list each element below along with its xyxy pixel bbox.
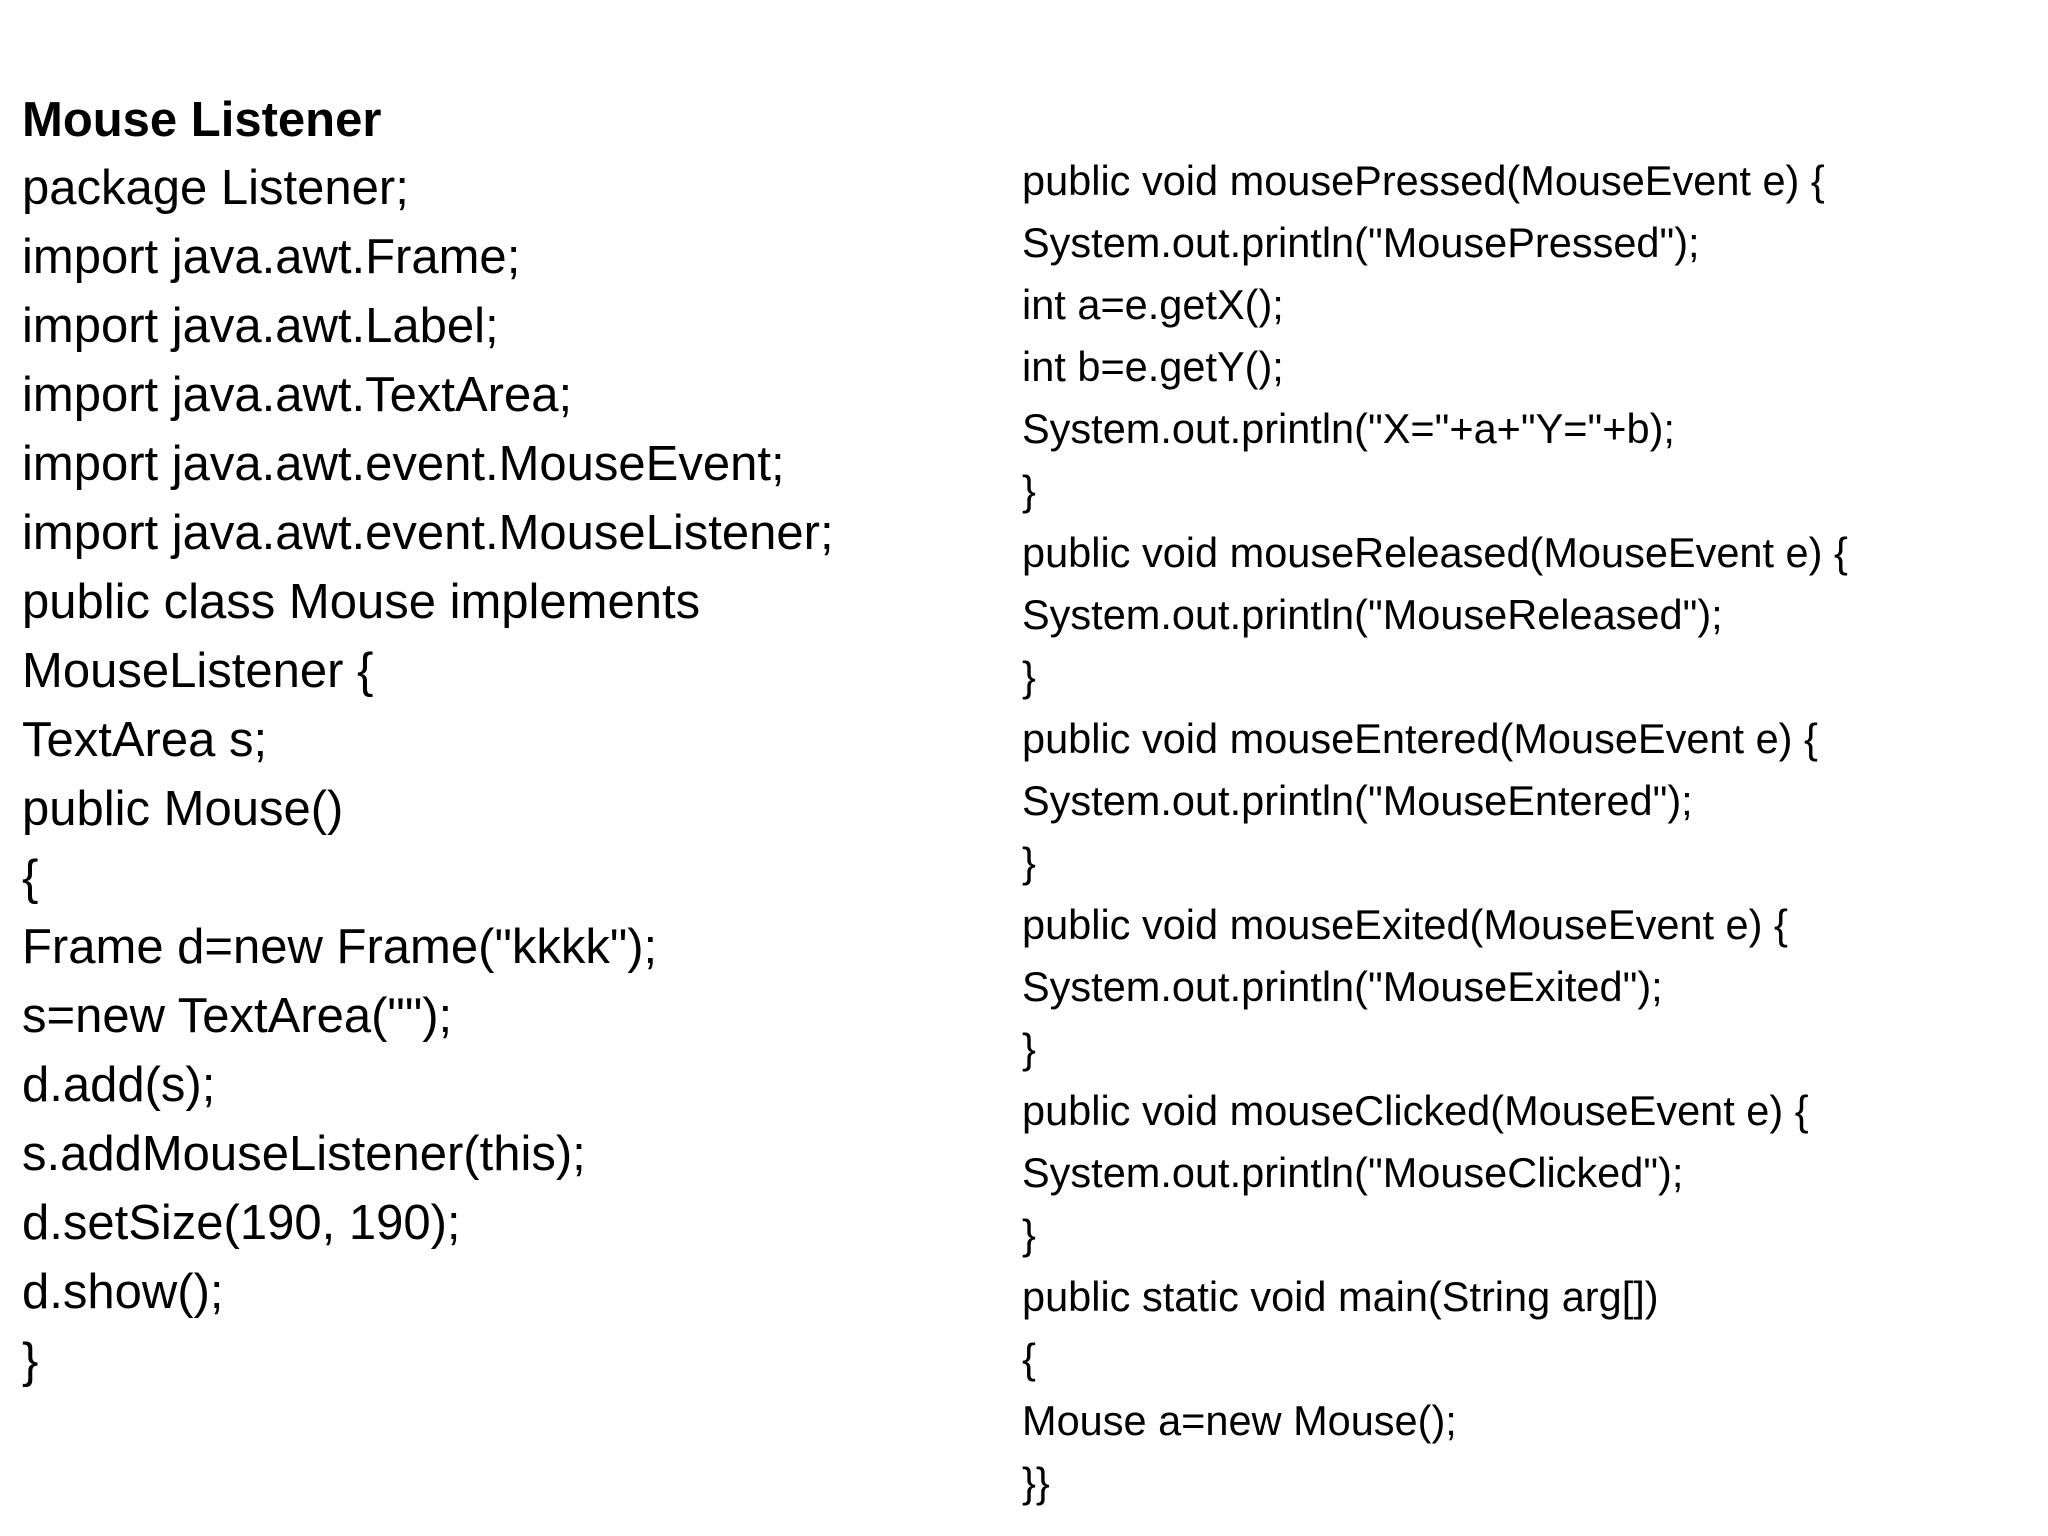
code-line: { xyxy=(22,851,39,905)
code-line: } xyxy=(1022,467,1036,514)
code-line: public Mouse() xyxy=(22,782,344,836)
code-line: { xyxy=(1022,1335,1036,1382)
slide-title: Mouse Listener xyxy=(22,93,382,147)
code-line: System.out.println("MouseExited"); xyxy=(1022,963,1663,1010)
right-code-column xyxy=(1022,150,2022,1514)
code-line: s=new TextArea(""); xyxy=(22,989,453,1043)
code-line: public void mousePressed(MouseEvent e) { xyxy=(1022,157,1825,204)
code-line: public class Mouse implements xyxy=(22,575,701,629)
code-line: public void mouseClicked(MouseEvent e) { xyxy=(1022,1087,1809,1134)
code-line: import java.awt.Label; xyxy=(22,299,499,353)
code-line: import java.awt.TextArea; xyxy=(22,368,573,422)
code-line: } xyxy=(1022,1211,1036,1258)
code-line: s.addMouseListener(this); xyxy=(22,1127,586,1181)
code-line: int b=e.getY(); xyxy=(1022,343,1284,390)
code-line: import java.awt.event.MouseEvent; xyxy=(22,437,785,491)
code-line: }} xyxy=(1022,1459,1050,1506)
code-line: d.add(s); xyxy=(22,1058,216,1112)
code-line: System.out.println("MouseEntered"); xyxy=(1022,777,1693,824)
code-line: public void mouseExited(MouseEvent e) { xyxy=(1022,901,1788,948)
code-line: public static void main(String arg[]) xyxy=(1022,1273,1659,1320)
code-line: System.out.println("X="+a+"Y="+b); xyxy=(1022,405,1675,452)
code-line: MouseListener { xyxy=(22,644,374,698)
code-line: d.setSize(190, 190); xyxy=(22,1196,461,1250)
code-line: System.out.println("MouseReleased"); xyxy=(1022,591,1723,638)
code-line: } xyxy=(1022,653,1036,700)
code-line: package Listener; xyxy=(22,161,409,215)
code-line: import java.awt.Frame; xyxy=(22,230,521,284)
code-line: System.out.println("MouseClicked"); xyxy=(1022,1149,1684,1196)
code-line: System.out.println("MousePressed"); xyxy=(1022,219,1700,266)
code-line: } xyxy=(1022,839,1036,886)
code-line: int a=e.getX(); xyxy=(1022,281,1284,328)
code-line: public void mouseReleased(MouseEvent e) { xyxy=(1022,529,1848,576)
code-line: Frame d=new Frame("kkkk"); xyxy=(22,920,658,974)
code-line: public void mouseEntered(MouseEvent e) { xyxy=(1022,715,1818,762)
code-line: } xyxy=(1022,1025,1036,1072)
code-line: Mouse a=new Mouse(); xyxy=(1022,1397,1457,1444)
left-code-column xyxy=(22,86,1002,1396)
code-line: import java.awt.event.MouseListener; xyxy=(22,506,834,560)
code-line: } xyxy=(22,1334,39,1388)
code-line: TextArea s; xyxy=(22,713,268,767)
code-line: d.show(); xyxy=(22,1265,224,1319)
